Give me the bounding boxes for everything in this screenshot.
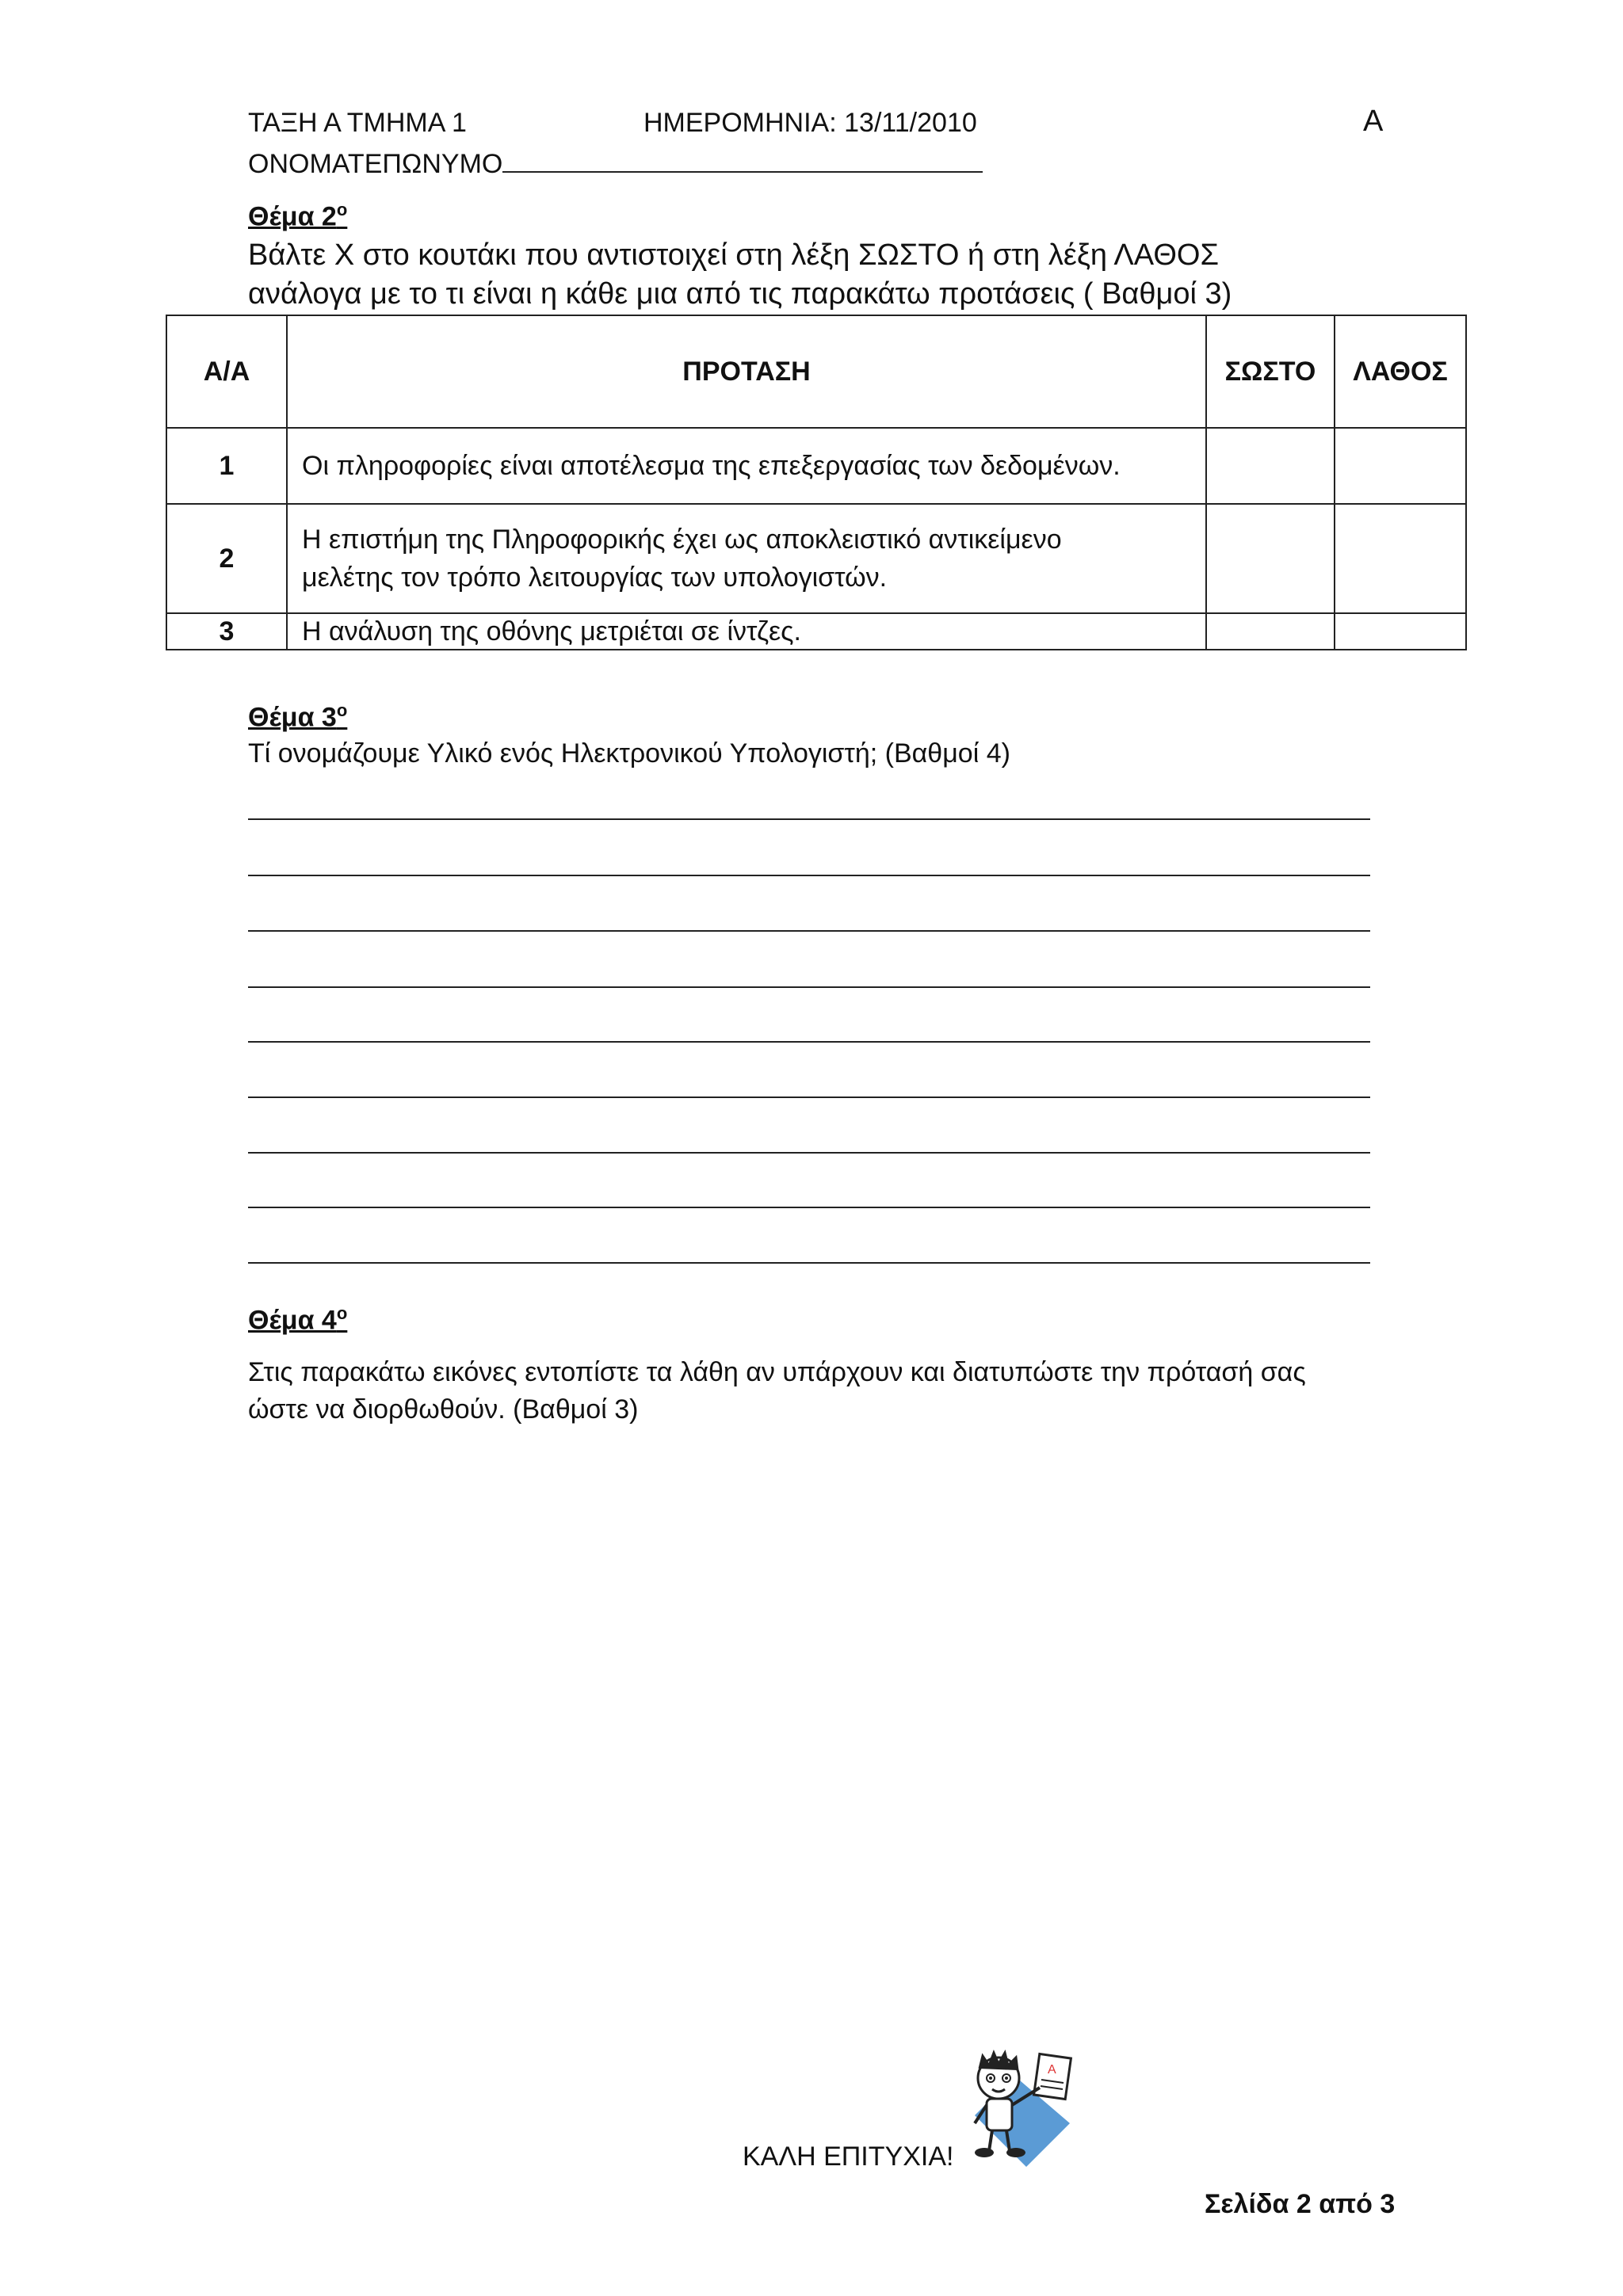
answer-line[interactable] [248,986,1370,988]
header-correct: ΣΩΣΤΟ [1206,315,1335,428]
wrong-checkbox[interactable] [1335,504,1466,613]
answer-line[interactable] [248,930,1370,932]
wrong-checkbox[interactable] [1335,613,1466,650]
table-row [166,428,1466,504]
theme2-instruction-line1: Βάλτε Χ στο κουτάκι που αντιστοιχεί στη λέξη ΣΩΣΤΟ ή στη λέξη ΛΑΘΟΣ [248,238,1219,272]
row-statement: Η ανάλυση της οθόνης μετριέται σε ίντζες. [287,613,1206,650]
svg-text:A: A [1048,2063,1056,2077]
header-wrong: ΛΑΘΟΣ [1335,315,1466,428]
row-number: 2 [166,504,287,613]
true-false-table [166,315,1467,650]
theme2-instruction-line2: ανάλογα με το τι είναι η κάθε μια από τις παρακάτω προτάσεις ( Βαθμοί 3) [248,277,1232,311]
theme3-title: Θέμα $3^o$ [248,700,348,733]
answer-line[interactable] [248,1041,1370,1043]
correct-checkbox[interactable] [1206,613,1335,650]
correct-checkbox[interactable] [1206,428,1335,504]
table-row [166,613,1466,650]
correct-checkbox[interactable] [1206,504,1335,613]
answer-line[interactable] [248,1207,1370,1208]
exam-version: Α [1363,105,1384,138]
answer-line[interactable] [248,1152,1370,1154]
student-mascot-icon [951,2048,1078,2167]
table-row [166,504,1466,613]
page-number: Σελίδα 2 από 3 [1205,2189,1396,2219]
class-label: ΤΑΞΗ Α ΤΜΗΜΑ 1 [248,108,467,138]
name-field[interactable] [248,147,983,180]
good-luck-text: ΚΑΛΗ ΕΠΙΤΥΧΙΑ! [743,2142,954,2172]
table-header-row [166,315,1466,428]
theme4-question-line1: Στις παρακάτω εικόνες εντοπίστε τα λάθη αν υπάρχουν και διατυπώστε την πρότασή σας [248,1357,1306,1387]
date-label: ΗΜΕΡΟΜΗΝΙΑ: 13/11/2010 [643,108,977,138]
wrong-checkbox[interactable] [1335,428,1466,504]
row-statement: Η επιστήμη της Πληροφορικής έχει ως αποκλειστικό αντικείμενο μελέτης τον τρόπο λειτουργίας των υπολογιστών. [287,504,1206,613]
row-number: 1 [166,428,287,504]
name-label: ΟΝΟΜΑΤΕΠΩΝΥΜΟ [248,149,503,179]
name-blank-line [502,147,983,173]
header-statement: ΠΡΟΤΑΣΗ [287,315,1206,428]
answer-line[interactable] [248,875,1370,876]
answer-line[interactable] [248,1097,1370,1098]
header-number: Α/Α [166,315,287,428]
answer-line[interactable] [248,1262,1370,1264]
theme2-title: Θέμα $2^o$ [248,200,348,232]
theme4-title: Θέμα $4^o$ [248,1303,348,1336]
row-statement: Οι πληροφορίες είναι αποτέλεσμα της επεξεργασίας των δεδομένων. [287,428,1206,504]
theme3-question: Τί ονομάζουμε Υλικό ενός Ηλεκτρονικού Υπολογιστή; (Βαθμοί 4) [248,738,1010,769]
theme4-question-line2: ώστε να διορθωθούν. (Βαθμοί 3) [248,1394,639,1425]
row-number: 3 [166,613,287,650]
answer-line[interactable] [248,818,1370,820]
